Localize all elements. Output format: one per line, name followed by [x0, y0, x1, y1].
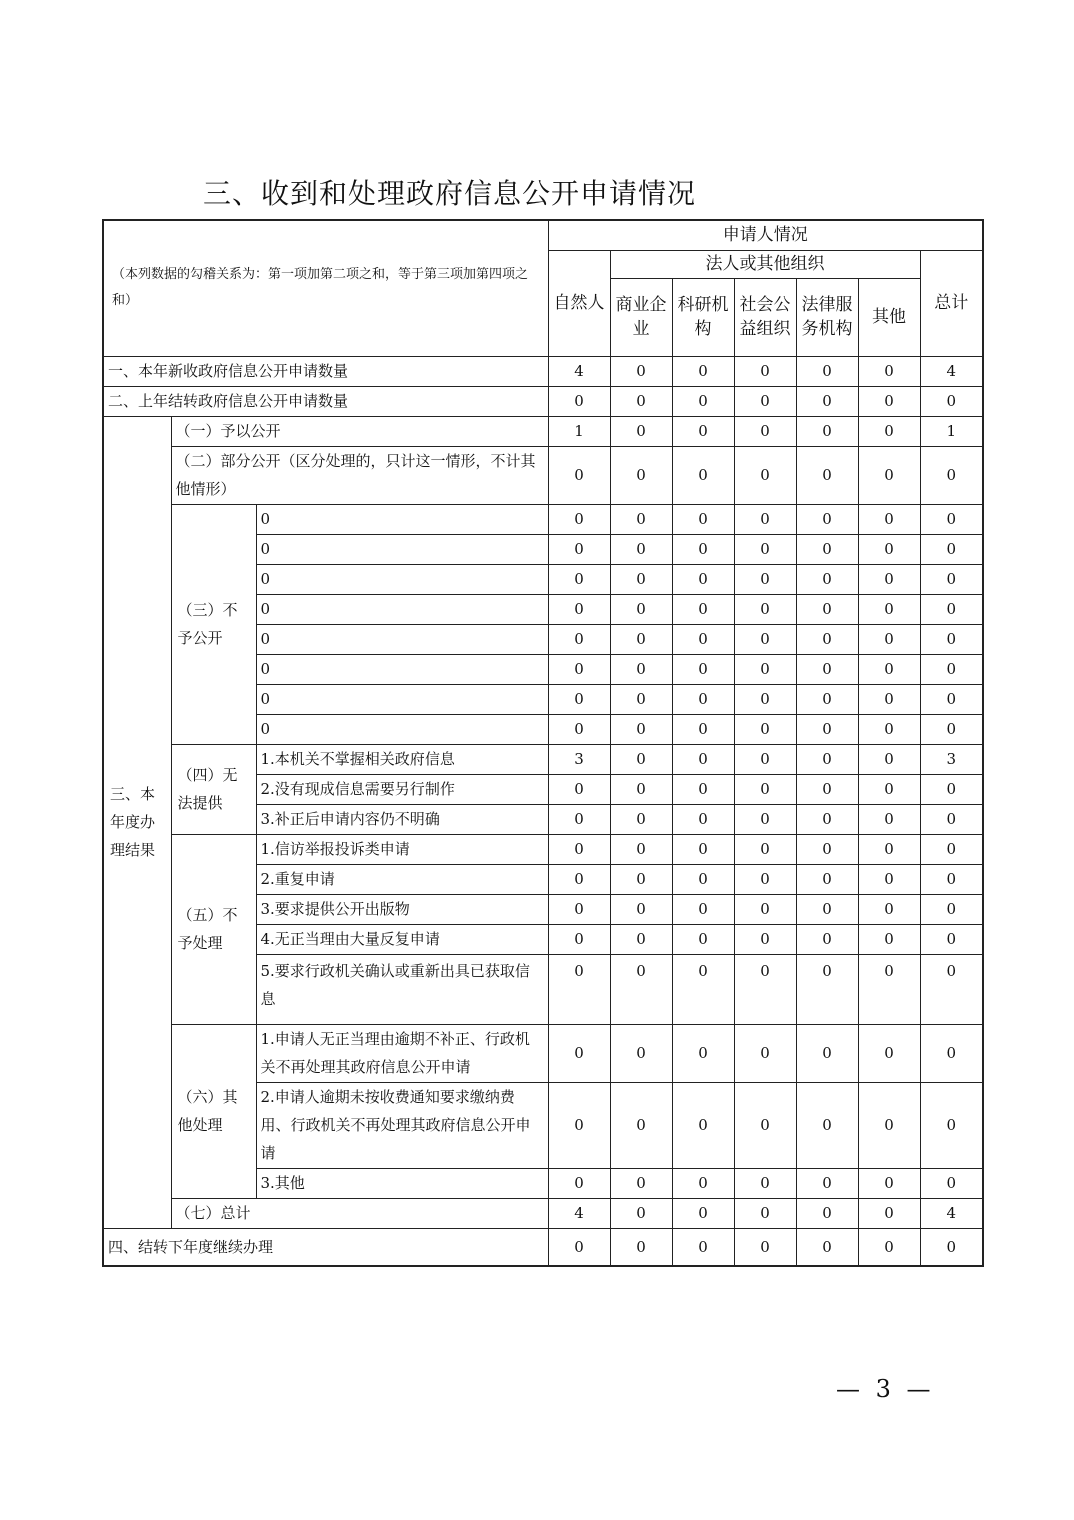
value-cell: 0: [796, 744, 858, 774]
row-label: （一）予以公开: [171, 416, 548, 446]
value-cell: 0: [920, 864, 983, 894]
value-cell: 0: [796, 714, 858, 744]
header-other: 其他: [858, 278, 920, 356]
page-title: 三、收到和处理政府信息公开申请情况: [203, 177, 697, 210]
value-cell: 0: [920, 594, 983, 624]
value-cell: 0: [548, 564, 610, 594]
value-cell: 0: [920, 714, 983, 744]
value-cell: 0: [610, 714, 672, 744]
value-cell: 0: [858, 834, 920, 864]
sub-row-label: 0: [256, 654, 548, 684]
value-cell: 0: [858, 594, 920, 624]
value-cell: 0: [920, 924, 983, 954]
value-cell: 0: [610, 1082, 672, 1168]
value-cell: 0: [734, 1168, 796, 1198]
value-cell: 0: [796, 774, 858, 804]
value-cell: 0: [672, 534, 734, 564]
table-row: [103, 504, 983, 534]
value-cell: 0: [734, 1082, 796, 1168]
value-cell: 3: [920, 744, 983, 774]
value-cell: 0: [796, 684, 858, 714]
value-cell: 0: [672, 654, 734, 684]
value-cell: 0: [796, 1168, 858, 1198]
value-cell: 0: [672, 416, 734, 446]
value-cell: 0: [672, 1228, 734, 1266]
value-cell: 0: [672, 894, 734, 924]
value-cell: 0: [734, 504, 796, 534]
value-cell: 0: [920, 504, 983, 534]
value-cell: 0: [548, 1168, 610, 1198]
row-label: 一、本年新收政府信息公开申请数量: [103, 356, 548, 386]
value-cell: 0: [858, 416, 920, 446]
value-cell: 0: [734, 564, 796, 594]
value-cell: 0: [796, 1082, 858, 1168]
value-cell: 0: [610, 1228, 672, 1266]
value-cell: 1: [548, 416, 610, 446]
value-cell: 0: [610, 416, 672, 446]
value-cell: 0: [610, 804, 672, 834]
value-cell: 0: [548, 1228, 610, 1266]
value-cell: 0: [672, 924, 734, 954]
value-cell: 0: [920, 684, 983, 714]
value-cell: 0: [858, 1082, 920, 1168]
value-cell: 0: [920, 534, 983, 564]
value-cell: 0: [796, 416, 858, 446]
sub-row-label: 4.无正当理由大量反复申请: [256, 924, 548, 954]
value-cell: 0: [920, 1168, 983, 1198]
value-cell: 0: [920, 654, 983, 684]
table-row: [103, 386, 983, 416]
value-cell: 0: [610, 624, 672, 654]
table-row: [103, 446, 983, 504]
value-cell: 0: [920, 1228, 983, 1266]
value-cell: 4: [920, 356, 983, 386]
header-public-welfare: 社会公益组织: [734, 278, 796, 356]
value-cell: 0: [734, 684, 796, 714]
value-cell: 0: [858, 804, 920, 834]
value-cell: 0: [610, 446, 672, 504]
value-cell: 0: [796, 1198, 858, 1228]
value-cell: 0: [858, 534, 920, 564]
sub-row-label: 3.补正后申请内容仍不明确: [256, 804, 548, 834]
value-cell: 0: [734, 1198, 796, 1228]
value-cell: 0: [548, 864, 610, 894]
sub-row-label: 2.重复申请: [256, 864, 548, 894]
value-cell: 0: [672, 1082, 734, 1168]
sub-row-label: 5.要求行政机关确认或重新出具已获取信息: [256, 954, 548, 1024]
value-cell: 0: [796, 924, 858, 954]
value-cell: 0: [920, 774, 983, 804]
value-cell: 0: [920, 834, 983, 864]
value-cell: 0: [734, 534, 796, 564]
value-cell: 0: [920, 564, 983, 594]
header-total: 总计: [920, 250, 983, 356]
table-row: [103, 416, 983, 446]
value-cell: 0: [796, 534, 858, 564]
value-cell: 0: [734, 834, 796, 864]
value-cell: 0: [610, 744, 672, 774]
value-cell: 0: [858, 564, 920, 594]
header-natural-person: 自然人: [548, 250, 610, 356]
value-cell: 0: [610, 774, 672, 804]
table-row: [103, 1228, 983, 1266]
value-cell: 0: [734, 1228, 796, 1266]
value-cell: 0: [548, 534, 610, 564]
sub-row-label: 2.申请人逾期未按收费通知要求缴纳费用、行政机关不再处理其政府信息公开申请: [256, 1082, 548, 1168]
header-research: 科研机构: [672, 278, 734, 356]
value-cell: 0: [610, 954, 672, 1024]
value-cell: 0: [920, 804, 983, 834]
value-cell: 0: [672, 446, 734, 504]
value-cell: 0: [734, 416, 796, 446]
header-applicant: 申请人情况: [548, 220, 983, 250]
header-legal-org: 法人或其他组织: [610, 250, 920, 278]
page-number: — 3 —: [836, 1375, 935, 1403]
value-cell: 0: [796, 504, 858, 534]
value-cell: 0: [796, 446, 858, 504]
value-cell: 0: [796, 954, 858, 1024]
header-legal-service: 法律服务机构: [796, 278, 858, 356]
table-note: （本列数据的勾稽关系为：第一项加第二项之和，等于第三项加第四项之和）: [103, 220, 548, 356]
value-cell: 0: [796, 654, 858, 684]
value-cell: 0: [920, 386, 983, 416]
value-cell: 0: [858, 624, 920, 654]
value-cell: 0: [672, 1024, 734, 1082]
value-cell: 1: [920, 416, 983, 446]
value-cell: 0: [796, 804, 858, 834]
value-cell: 0: [858, 1024, 920, 1082]
table-row: [103, 1198, 983, 1228]
value-cell: 0: [920, 446, 983, 504]
value-cell: 0: [920, 624, 983, 654]
value-cell: 0: [548, 386, 610, 416]
value-cell: 0: [548, 924, 610, 954]
value-cell: 0: [734, 1024, 796, 1082]
value-cell: 0: [672, 714, 734, 744]
table-row: [103, 744, 983, 774]
sub-row-label: 3.要求提供公开出版物: [256, 894, 548, 924]
value-cell: 0: [672, 774, 734, 804]
value-cell: 0: [734, 804, 796, 834]
sub-row-label: 3.其他: [256, 1168, 548, 1198]
value-cell: 0: [920, 1082, 983, 1168]
sub-row-label: 1.信访举报投诉类申请: [256, 834, 548, 864]
value-cell: 0: [548, 504, 610, 534]
sub-row-label: 1.本机关不掌握相关政府信息: [256, 744, 548, 774]
sub-row-label: 0: [256, 684, 548, 714]
value-cell: 0: [672, 954, 734, 1024]
value-cell: 0: [858, 504, 920, 534]
value-cell: 0: [858, 714, 920, 744]
value-cell: 0: [858, 684, 920, 714]
value-cell: 0: [858, 954, 920, 1024]
value-cell: 0: [920, 894, 983, 924]
value-cell: 0: [672, 864, 734, 894]
value-cell: 0: [858, 1228, 920, 1266]
value-cell: 0: [672, 1168, 734, 1198]
value-cell: 0: [548, 594, 610, 624]
value-cell: 0: [672, 504, 734, 534]
value-cell: 0: [548, 714, 610, 744]
value-cell: 0: [548, 834, 610, 864]
value-cell: 0: [548, 774, 610, 804]
group-label-unable: （四）无法提供: [171, 744, 256, 834]
value-cell: 0: [610, 504, 672, 534]
value-cell: 0: [610, 1024, 672, 1082]
value-cell: 0: [858, 894, 920, 924]
value-cell: 4: [548, 1198, 610, 1228]
value-cell: 0: [734, 624, 796, 654]
row-label: （七）总计: [171, 1198, 548, 1228]
table-row: [103, 834, 983, 864]
sub-row-label: 0: [256, 504, 548, 534]
value-cell: 0: [672, 356, 734, 386]
value-cell: 0: [548, 654, 610, 684]
value-cell: 0: [610, 386, 672, 416]
value-cell: 0: [920, 1024, 983, 1082]
value-cell: 0: [672, 1198, 734, 1228]
value-cell: 0: [734, 594, 796, 624]
value-cell: 0: [610, 684, 672, 714]
value-cell: 0: [610, 1198, 672, 1228]
row-label: （二）部分公开（区分处理的，只计这一情形，不计其他情形）: [171, 446, 548, 504]
value-cell: 0: [858, 1198, 920, 1228]
value-cell: 0: [672, 624, 734, 654]
group-label-notprocess: （五）不予处理: [171, 834, 256, 1024]
value-cell: 0: [920, 954, 983, 1024]
value-cell: 0: [734, 446, 796, 504]
value-cell: 0: [672, 804, 734, 834]
section3-label: 三、本年度办理结果: [103, 416, 171, 1228]
value-cell: 0: [610, 564, 672, 594]
value-cell: 0: [672, 744, 734, 774]
value-cell: 4: [548, 356, 610, 386]
value-cell: 0: [734, 714, 796, 744]
value-cell: 0: [858, 356, 920, 386]
value-cell: 0: [858, 774, 920, 804]
value-cell: 0: [796, 356, 858, 386]
value-cell: 0: [734, 774, 796, 804]
value-cell: 0: [672, 684, 734, 714]
application-stats-table: [102, 219, 984, 1267]
value-cell: 0: [796, 386, 858, 416]
value-cell: 0: [734, 864, 796, 894]
value-cell: 0: [858, 654, 920, 684]
value-cell: 0: [610, 924, 672, 954]
value-cell: 0: [610, 654, 672, 684]
group-label-otherproc: （六）其他处理: [171, 1024, 256, 1198]
sub-row-label: 0: [256, 594, 548, 624]
sub-row-label: 2.没有现成信息需要另行制作: [256, 774, 548, 804]
header-commercial: 商业企业: [610, 278, 672, 356]
value-cell: 0: [858, 744, 920, 774]
value-cell: 4: [920, 1198, 983, 1228]
value-cell: 0: [796, 864, 858, 894]
value-cell: 0: [796, 624, 858, 654]
value-cell: 0: [610, 534, 672, 564]
value-cell: 0: [548, 804, 610, 834]
sub-row-label: 0: [256, 564, 548, 594]
value-cell: 0: [610, 864, 672, 894]
value-cell: 0: [858, 924, 920, 954]
value-cell: 0: [734, 744, 796, 774]
sub-row-label: 0: [256, 534, 548, 564]
value-cell: 0: [548, 1082, 610, 1168]
value-cell: 0: [610, 356, 672, 386]
value-cell: 0: [858, 386, 920, 416]
value-cell: 3: [548, 744, 610, 774]
value-cell: 0: [672, 386, 734, 416]
value-cell: 0: [734, 924, 796, 954]
value-cell: 0: [734, 894, 796, 924]
table-row: [103, 356, 983, 386]
value-cell: 0: [672, 594, 734, 624]
table-row: [103, 1024, 983, 1082]
sub-row-label: 0: [256, 624, 548, 654]
value-cell: 0: [548, 954, 610, 1024]
value-cell: 0: [734, 954, 796, 1024]
value-cell: 0: [858, 864, 920, 894]
group-label-deny: （三）不予公开: [171, 504, 256, 744]
value-cell: 0: [796, 564, 858, 594]
value-cell: 0: [548, 894, 610, 924]
value-cell: 0: [858, 446, 920, 504]
sub-row-label: 1.申请人无正当理由逾期不补正、行政机关不再处理其政府信息公开申请: [256, 1024, 548, 1082]
value-cell: 0: [734, 386, 796, 416]
value-cell: 0: [796, 594, 858, 624]
value-cell: 0: [796, 1024, 858, 1082]
row-label: 二、上年结转政府信息公开申请数量: [103, 386, 548, 416]
value-cell: 0: [796, 1228, 858, 1266]
value-cell: 0: [610, 894, 672, 924]
value-cell: 0: [858, 1168, 920, 1198]
value-cell: 0: [734, 654, 796, 684]
value-cell: 0: [796, 894, 858, 924]
value-cell: 0: [734, 356, 796, 386]
value-cell: 0: [548, 624, 610, 654]
sub-row-label: 0: [256, 714, 548, 744]
value-cell: 0: [610, 1168, 672, 1198]
value-cell: 0: [610, 834, 672, 864]
row-label: 四、结转下年度继续办理: [103, 1228, 548, 1266]
value-cell: 0: [796, 834, 858, 864]
value-cell: 0: [548, 1024, 610, 1082]
value-cell: 0: [548, 684, 610, 714]
value-cell: 0: [548, 446, 610, 504]
value-cell: 0: [610, 594, 672, 624]
value-cell: 0: [672, 834, 734, 864]
value-cell: 0: [672, 564, 734, 594]
